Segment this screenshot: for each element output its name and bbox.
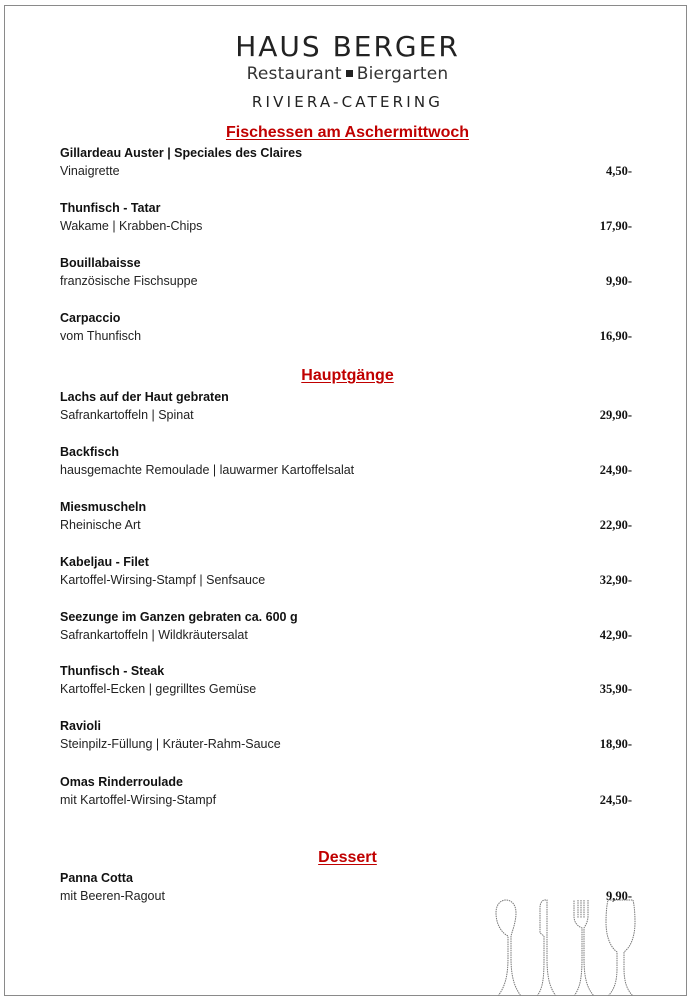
item-price: 9,90- [605, 274, 632, 288]
item-name: Thunfisch - Tatar [60, 201, 161, 215]
item-price: 17,90- [599, 219, 632, 233]
item-price: 32,90- [599, 573, 632, 587]
logo-catering: RIVIERA-CATERING [251, 93, 444, 111]
wine-glass-icon [606, 900, 635, 996]
cutlery-decoration [490, 898, 680, 996]
item-name: Kabeljau - Filet [60, 555, 149, 569]
menu-item [60, 775, 635, 815]
item-description: Kartoffel-Wirsing-Stampf | Senfsauce [60, 573, 266, 587]
item-price: 9,90- [605, 889, 632, 903]
item-description: französische Fischsuppe [60, 274, 198, 288]
item-price: 24,50- [599, 793, 632, 807]
item-description: mit Beeren-Ragout [60, 889, 165, 903]
logo-subtitle-restaurant: Restaurant [246, 64, 342, 84]
item-price: 16,90- [599, 329, 632, 343]
item-description: Wakame | Krabben-Chips [60, 219, 203, 233]
section-heading-text: Fischessen am Aschermittwoch [225, 124, 470, 141]
section-heading-text: Dessert [318, 849, 377, 866]
menu-item [60, 201, 635, 241]
item-name: Ravioli [60, 719, 101, 733]
menu-item [60, 146, 635, 186]
item-price: 18,90- [599, 737, 632, 751]
item-name: Gillardeau Auster | Speciales des Claires [60, 146, 303, 160]
logo-subtitle-biergarten: Biergarten [356, 64, 449, 84]
item-name: Carpaccio [60, 311, 121, 325]
section-heading-dessert [0, 849, 695, 867]
menu-item [60, 719, 635, 759]
menu-item [60, 555, 635, 595]
menu-item [60, 390, 635, 430]
item-description: Safrankartoffeln | Spinat [60, 408, 194, 422]
item-price: 42,90- [599, 628, 632, 642]
item-price: 35,90- [599, 682, 632, 696]
fork-icon [574, 900, 594, 996]
item-price: 4,50- [605, 164, 632, 178]
menu-item [60, 664, 635, 704]
item-name: Miesmuscheln [60, 500, 147, 514]
spoon-icon [496, 900, 521, 996]
item-description: Vinaigrette [60, 164, 120, 178]
section-heading-fischessen [0, 124, 695, 142]
logo-title: HAUS BERGER [235, 30, 460, 63]
item-price: 22,90- [599, 518, 632, 532]
item-description: Safrankartoffeln | Wildkräutersalat [60, 628, 248, 642]
item-description: Rheinische Art [60, 518, 141, 532]
item-description: Kartoffel-Ecken | gegrilltes Gemüse [60, 682, 257, 696]
menu-item [60, 610, 635, 650]
item-price: 24,90- [599, 463, 632, 477]
item-price: 29,90- [599, 408, 632, 422]
menu-item [60, 445, 635, 485]
item-name: Lachs auf der Haut gebraten [60, 390, 229, 404]
item-name: Thunfisch - Steak [60, 664, 165, 678]
section-heading-hauptgaenge [0, 367, 695, 385]
item-name: Seezunge im Ganzen gebraten ca. 600 g [60, 610, 298, 624]
logo-subtitle [0, 64, 695, 84]
item-description: vom Thunfisch [60, 329, 142, 343]
section-heading-text: Hauptgänge [301, 367, 394, 384]
item-description: mit Kartoffel-Wirsing-Stampf [60, 793, 217, 807]
menu-item [60, 256, 635, 296]
menu-item [60, 311, 635, 351]
item-name: Panna Cotta [60, 871, 133, 885]
item-name: Bouillabaisse [60, 256, 141, 270]
item-description: Steinpilz-Füllung | Kräuter-Rahm-Sauce [60, 737, 281, 751]
knife-icon [537, 900, 556, 996]
square-separator-icon [346, 70, 353, 77]
item-name: Omas Rinderroulade [60, 775, 183, 789]
item-description: hausgemachte Remoulade | lauwarmer Kartoffelsalat [60, 463, 355, 477]
menu-item [60, 500, 635, 540]
item-name: Backfisch [60, 445, 120, 459]
